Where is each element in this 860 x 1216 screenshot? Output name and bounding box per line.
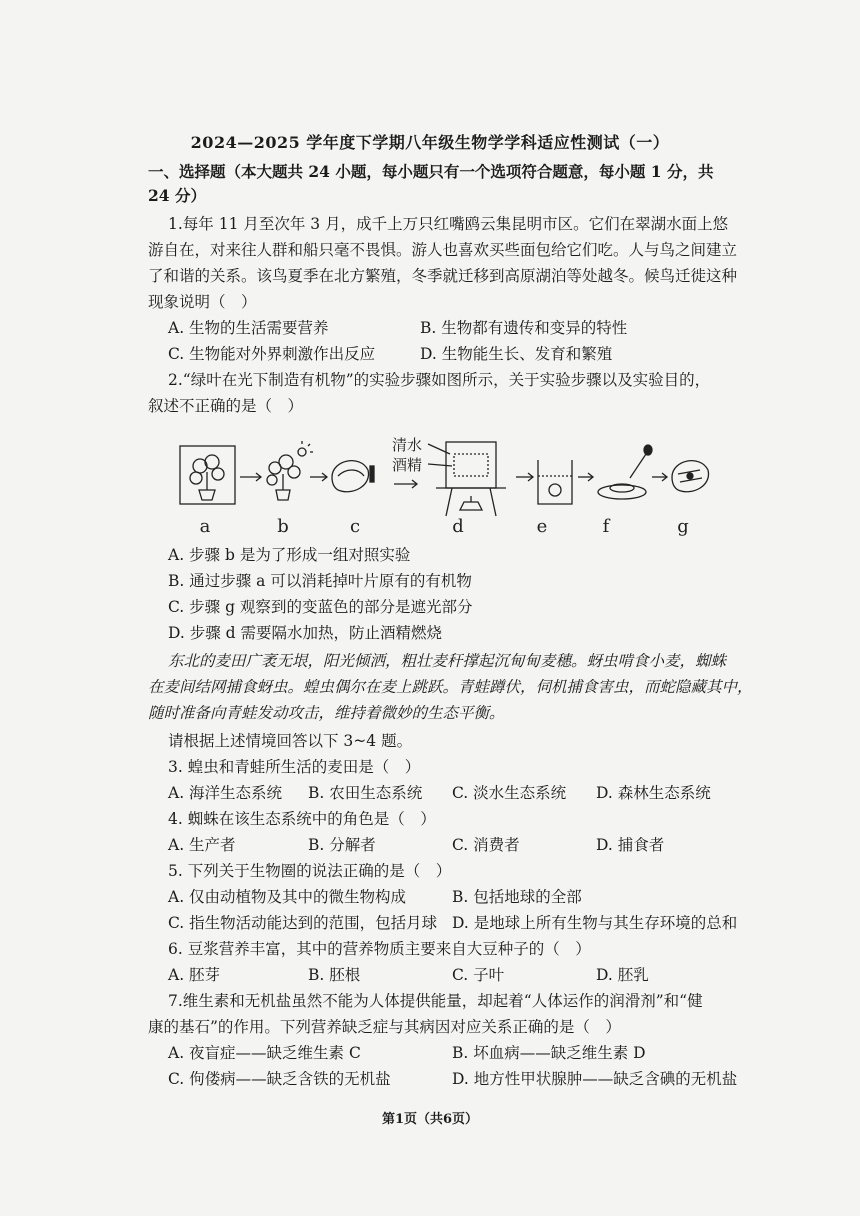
step-d-water-bath: [436, 442, 506, 516]
q6-option-c: C. 子叶: [452, 966, 505, 984]
passage-line: 在麦间结网捕食蚜虫。蝗虫偶尔在麦上跳跃。青蛙蹲伏，伺机捕食害虫，而蛇隐藏其中，: [148, 678, 753, 696]
q2-stem-line: 2.“绿叶在光下制造有机物”的实验步骤如图所示，关于实验步骤以及实验目的，: [168, 371, 711, 389]
q7-option-c: C. 佝偻病——缺乏含铁的无机盐: [168, 1070, 391, 1088]
q1-stem-line: 游自在，对来往人群和船只毫不畏惧。游人也喜欢买些面包给它们吃。人与鸟之间建立: [148, 241, 738, 259]
q1-option-d: D. 生物能生长、发育和繁殖: [420, 345, 613, 363]
q1-stem-line: 了和谐的关系。该鸟夏季在北方繁殖，冬季就迁移到高原湖泊等处越冬。候鸟迁徙这种: [148, 267, 738, 285]
q1-option-c: C. 生物能对外界刺激作出反应: [168, 345, 376, 363]
step-g-result-leaf: [672, 461, 709, 492]
q5-option-c: C. 指生物活动能达到的范围，包括月球: [168, 914, 438, 932]
q7-option-d: D. 地方性甲状腺肿——缺乏含碘的无机盐: [452, 1070, 738, 1088]
figure-label-g: g: [677, 516, 689, 537]
q3-option-a: A. 海洋生态系统: [168, 784, 283, 802]
q6-option-d: D. 胚乳: [596, 966, 649, 984]
passage-prompt: 请根据上述情境回答以下 3~4 题。: [168, 732, 413, 750]
q4-option-d: D. 捕食者: [596, 836, 665, 854]
q1-option-a: A. 生物的生活需要营养: [168, 319, 329, 337]
q6-stem: 6. 豆浆营养丰富，其中的营养物质主要来自大豆种子的（ ）: [168, 940, 591, 958]
figure-label-b: b: [277, 516, 289, 537]
q1-stem-line: 1.每年 11 月至次年 3 月，成千上万只红嘴鸥云集昆明市区。它们在翠湖水面上悠: [168, 215, 729, 233]
q7-option-b: B. 坏血病——缺乏维生素 D: [452, 1044, 646, 1062]
q5-option-b: B. 包括地球的全部: [452, 888, 582, 906]
step-c-leaf: [332, 461, 374, 492]
section-heading: 一、选择题（本大题共 24 小题，每小题只有一个选项符合题意，每小题 1 分，共: [148, 162, 714, 181]
passage-line: 东北的麦田广袤无垠，阳光倾洒，粗壮麦秆撑起沉甸甸麦穗。蚜虫啃食小麦，蜘蛛: [168, 652, 727, 670]
q2-option-d: D. 步骤 d 需要隔水加热，防止酒精燃烧: [168, 624, 443, 642]
figure-label-c: c: [349, 516, 361, 537]
page-title: 2024—2025 学年度下学期八年级生物学学科适应性测试（一）: [190, 133, 670, 152]
q4-stem: 4. 蜘蛛在该生态系统中的角色是（ ）: [168, 810, 436, 828]
q2-stem-line: 叙述不正确的是（ ）: [148, 397, 304, 415]
q7-stem-line: 康的基石”的作用。下列营养缺乏症与其病因对应关系正确的是（ ）: [148, 1018, 621, 1036]
q4-option-a: A. 生产者: [168, 836, 236, 854]
q2-option-b: B. 通过步骤 a 可以消耗掉叶片原有的有机物: [168, 572, 472, 590]
figure-label-d: d: [452, 516, 464, 537]
figure-label-f: f: [602, 516, 610, 537]
q3-option-d: D. 森林生态系统: [596, 784, 711, 802]
q2-option-a: A. 步骤 b 是为了形成一组对照实验: [168, 546, 411, 564]
q1-stem-line: 现象说明（ ）: [148, 293, 257, 311]
q6-option-b: B. 胚根: [308, 966, 361, 984]
q5-stem: 5. 下列关于生物圈的说法正确的是（ ）: [168, 862, 452, 880]
step-a-dark-box: [180, 446, 235, 504]
q7-option-a: A. 夜盲症——缺乏维生素 C: [168, 1044, 361, 1062]
q3-option-b: B. 农田生态系统: [308, 784, 423, 802]
water-label: 清水: [392, 436, 423, 454]
q5-option-a: A. 仅由动植物及其中的微生物构成: [168, 888, 407, 906]
q5-option-d: D. 是地球上所有生物与其生存环境的总和: [452, 914, 738, 932]
step-f-iodine-drop: [598, 445, 652, 499]
q6-option-a: A. 胚芽: [168, 966, 221, 984]
passage-line: 随时准备向青蛙发动攻击，维持着微妙的生态平衡。: [148, 704, 505, 722]
figure-label-e: e: [536, 516, 548, 537]
alcohol-label: 酒精: [392, 456, 423, 474]
q3-option-c: C. 淡水生态系统: [452, 784, 567, 802]
q4-option-c: C. 消费者: [452, 836, 520, 854]
q3-stem: 3. 蝗虫和青蛙所生活的麦田是（ ）: [168, 758, 421, 776]
q2-option-c: C. 步骤 g 观察到的变蓝色的部分是遮光部分: [168, 598, 473, 616]
figure-label-a: a: [199, 516, 211, 537]
page-footer: 第1页（共6页）: [381, 1112, 479, 1127]
section-heading-cont: 24 分）: [148, 186, 206, 205]
step-b-plant-in-light: [267, 441, 313, 500]
q1-option-b: B. 生物都有遗传和变异的特性: [420, 319, 628, 337]
step-e-beaker: [538, 460, 572, 504]
q7-stem-line: 7.维生素和无机盐虽然不能为人体提供能量，却起着“人体运作的润滑剂”和“健: [168, 992, 703, 1010]
experiment-figure: [160, 432, 720, 537]
q4-option-b: B. 分解者: [308, 836, 376, 854]
